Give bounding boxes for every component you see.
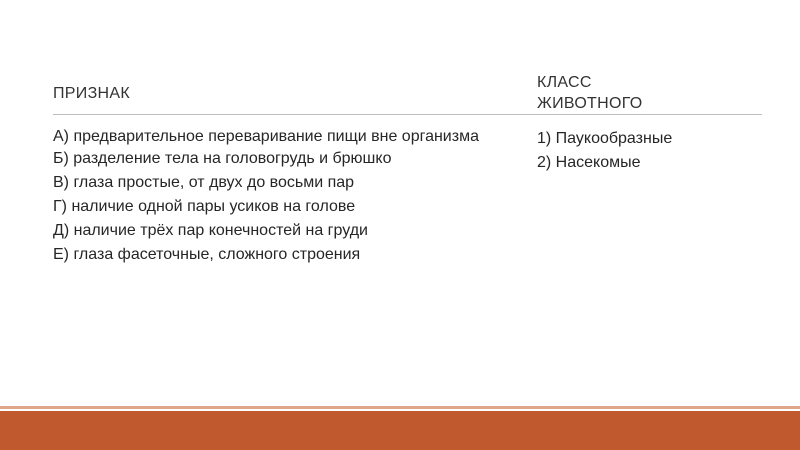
class-list: [537, 127, 752, 175]
feature-item-g: Г) наличие одной пары усиков на голове: [53, 198, 356, 215]
feature-item-b: Б) разделение тела на головогрудь и брюшко: [53, 150, 392, 167]
feature-item-d: Д) наличие трёх пар конечностей на груди: [53, 222, 368, 239]
class-item-insects: 2) Насекомые: [537, 154, 641, 171]
footer-bar: [0, 411, 800, 450]
header-animal-class-line1: КЛАСС: [537, 74, 592, 91]
class-item-arachnids: 1) Паукообразные: [537, 130, 673, 147]
header-feature: ПРИЗНАК: [53, 85, 130, 102]
header-animal-class-line2: ЖИВОТНОГО: [537, 95, 643, 112]
header-divider: [53, 114, 762, 115]
feature-item-v: В) глаза простые, от двух до восьми пар: [53, 174, 355, 191]
header-animal-class: [537, 72, 752, 114]
footer-accent-line: [0, 406, 800, 409]
feature-item-e: Е) глаза фасеточные, сложного строения: [53, 246, 361, 263]
feature-item-a: А) предварительное переваривание пищи вне организма: [53, 128, 479, 145]
feature-list: [53, 127, 497, 267]
